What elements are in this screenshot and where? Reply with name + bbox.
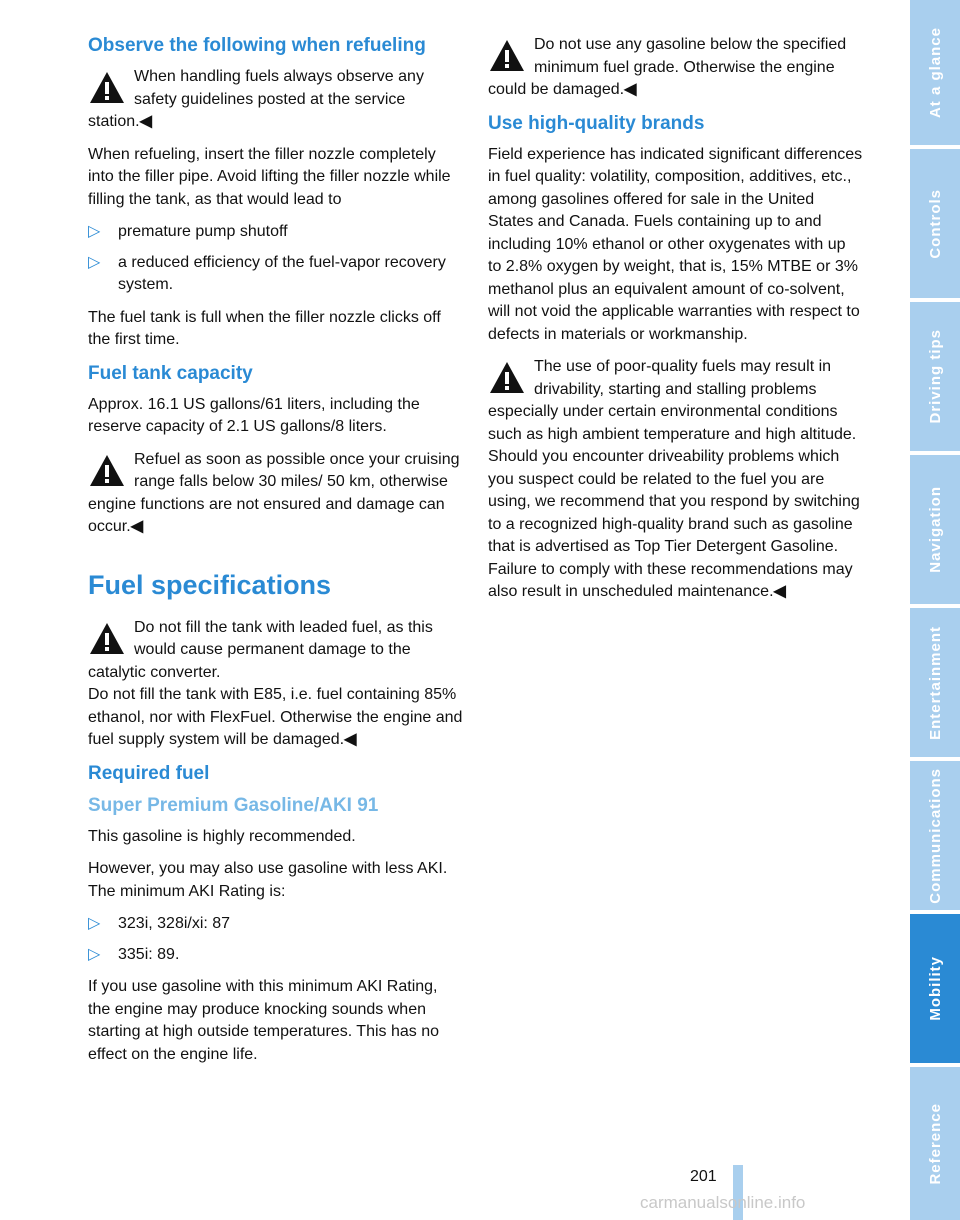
warning-triangle-icon: [88, 621, 126, 657]
brands-warning-text-1: The use of poor-quality fuels may result in drivability, starting and stalling problems especially under certain environmental conditions such as high ambient temperature and high altitude.: [488, 358, 857, 443]
tab-communications[interactable]: Communications: [910, 761, 960, 910]
tab-mobility[interactable]: Mobility: [910, 914, 960, 1063]
warning-block: [488, 356, 863, 604]
warning-block: [488, 34, 863, 102]
refuel-full: The fuel tank is full when the filler nozzle clicks off the first time.: [88, 308, 441, 348]
right-column: [488, 34, 863, 614]
bullet-arrow-icon: ▷: [88, 223, 101, 240]
brands-warning-text-2: Should you encounter driveability problems which you suspect could be related to the fuel you are using, we recommend that you respond by switching to a recognized high-quality brand such as gasoline that is advertised as Top Tier Detergent Gasoline.: [488, 448, 860, 555]
spec-warning-text-1: Do not fill the tank with leaded fuel, as this would cause permanent damage to the catalytic converter.: [88, 618, 433, 681]
capacity-warning-text: Refuel as soon as possible once your cruising range falls below 30 miles/ 50 km, otherwise engine functions are not ensured and damage can occur.: [88, 450, 460, 535]
bullet-arrow-icon: ▷: [88, 253, 101, 271]
tab-at-a-glance[interactable]: At a glance: [910, 0, 960, 145]
spec-warning-text-2: Do not fill the tank with E85, i.e. fuel containing 85% ethanol, nor with FlexFuel. Otherwise the engine and fuel supply system will be damaged.: [88, 686, 463, 748]
list-item: ▷ 335i: 89.: [88, 944, 463, 967]
list-item: ▷ 323i, 328i/xi: 87: [88, 913, 463, 936]
capacity-heading: Fuel tank capacity: [88, 362, 253, 384]
knock-text: If you use gasoline with this minimum AKI Rating, the engine may produce knocking sounds when starting at high outside temperatures. This has no effect on the engine life.: [88, 978, 440, 1063]
brands-heading: Use high-quality brands: [488, 112, 705, 134]
warning-block: [88, 66, 463, 134]
warning-triangle-icon: [88, 453, 126, 489]
end-marker: ◀: [130, 518, 143, 535]
warning-block: [88, 617, 463, 752]
bullet-arrow-icon: ▷: [88, 945, 101, 963]
brands-warning-text-3: Failure to comply with these recommendations may also result in unscheduled maintenance.: [488, 560, 853, 600]
warning-triangle-icon: [88, 70, 126, 106]
page-number: 201: [690, 1168, 717, 1185]
list-item: ▷ a reduced efficiency of the fuel-vapor recovery system.: [88, 253, 446, 293]
refuel-list: [88, 221, 463, 297]
tab-navigation[interactable]: Navigation: [910, 455, 960, 604]
end-marker: ◀: [773, 583, 786, 600]
premium-text: This gasoline is highly recommended.: [88, 827, 356, 845]
capacity-text: Approx. 16.1 US gallons/61 liters, including the reserve capacity of 2.1 US gallons/8 liters.: [88, 395, 420, 435]
refuel-warning-text: When handling fuels always observe any safety guidelines posted at the service station.: [88, 68, 424, 130]
warning-block: [88, 449, 463, 539]
warning-triangle-icon: [488, 360, 526, 396]
tab-driving-tips[interactable]: Driving tips: [910, 302, 960, 451]
chapter-tabs: [910, 0, 960, 1220]
less-aki-text: However, you may also use gasoline with less AKI. The minimum AKI Rating is:: [88, 860, 448, 900]
premium-heading: Super Premium Gasoline/AKI 91: [88, 794, 379, 816]
grade-warning-text: Do not use any gasoline below the specified minimum fuel grade. Otherwise the engine could be damaged.: [488, 36, 847, 98]
warning-triangle-icon: [488, 38, 526, 74]
watermark: carmanualsonline.info: [640, 1193, 806, 1212]
list-item: ▷ premature pump shutoff: [88, 221, 463, 244]
aki-list: [88, 913, 463, 966]
tab-controls[interactable]: Controls: [910, 149, 960, 298]
tab-entertainment[interactable]: Entertainment: [910, 608, 960, 757]
bullet-arrow-icon: ▷: [88, 915, 101, 932]
refuel-heading: Observe the following when refueling: [88, 35, 426, 56]
brands-text: Field experience has indicated significant differences in fuel quality: volatility, composition, additives, etc., among gasolines offered for sale in the United States and Canada. Fuels containing up to and including 10% ethanol or other oxygenates with up to 2.8% oxygen by weight, that is, 15% MTBE or 3% methanol plus an equivalent amount of co-solvent, will not void the applicable warranties with respect to defects in materials or workmanship.: [488, 145, 863, 343]
refuel-intro: When refueling, insert the filler nozzle completely into the filler pipe. Avoid lifting the filler nozzle while filling the tank, as that would lead to: [88, 145, 451, 208]
spec-heading: Fuel specifications: [88, 569, 332, 600]
end-marker: ◀: [624, 81, 637, 98]
required-heading: Required fuel: [88, 762, 210, 784]
left-column: [88, 34, 463, 1076]
end-marker: ◀: [139, 113, 152, 130]
tab-reference[interactable]: Reference: [910, 1067, 960, 1220]
end-marker: ◀: [344, 731, 357, 748]
